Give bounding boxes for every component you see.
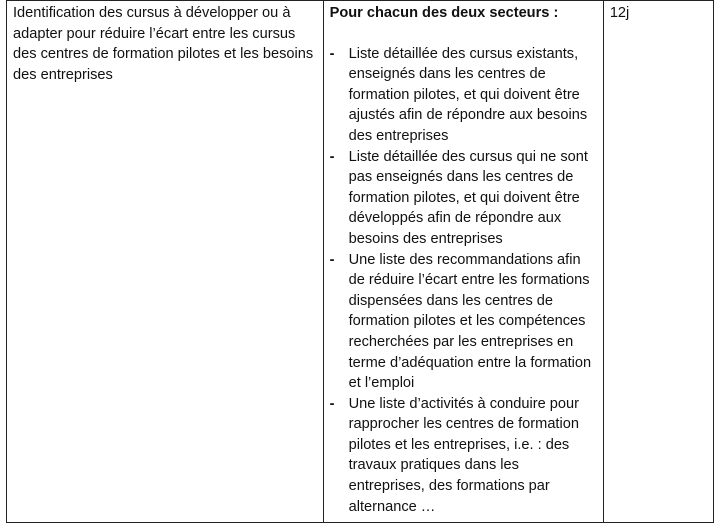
duration-value: 12j xyxy=(609,5,630,21)
list-dash-marker: - xyxy=(329,395,335,412)
table-row xyxy=(7,1,714,523)
list-item-text: Liste détaillée des cursus qui ne sont pas enseignés dans les centres de formation pilotes, et qui doivent être développés afin de répondre aux besoins des entreprises xyxy=(348,148,588,247)
deliverables-list xyxy=(330,44,597,518)
duration-cell xyxy=(603,1,713,523)
deliverables-cell xyxy=(323,1,603,523)
list-dash-marker: - xyxy=(329,148,335,165)
list-dash-marker: - xyxy=(329,45,335,62)
list-item xyxy=(330,250,597,394)
activity-description: Identification des cursus à développer ou à adapter pour réduire l’écart entre les cursus des centres de formation pilotes et les besoins des entreprises xyxy=(13,5,314,83)
activity-cell xyxy=(7,1,324,523)
list-item xyxy=(330,394,597,518)
list-item xyxy=(330,44,597,147)
list-item xyxy=(330,147,597,250)
list-item-text: Liste détaillée des cursus existants, enseignés dans les centres de formation pilotes, et qui doivent être ajustés afin de répondre aux besoins des entreprises xyxy=(348,45,588,144)
deliverables-heading: Pour chacun des deux secteurs : xyxy=(329,5,559,21)
list-item-text: Une liste d’activités à conduire pour rapprocher les centres de formation pilotes et les entreprises, i.e. : des travaux pratiques dans les entreprises, des formations par alternance … xyxy=(348,395,579,515)
list-item-text: Une liste des recommandations afin de réduire l’écart entre les formations dispensées dans les centres de formation pilotes et les compétences recherchées par les entreprises en terme d’adéquation entre la formation et l’emploi xyxy=(348,251,592,392)
list-dash-marker: - xyxy=(329,251,335,268)
activity-table xyxy=(6,0,714,523)
